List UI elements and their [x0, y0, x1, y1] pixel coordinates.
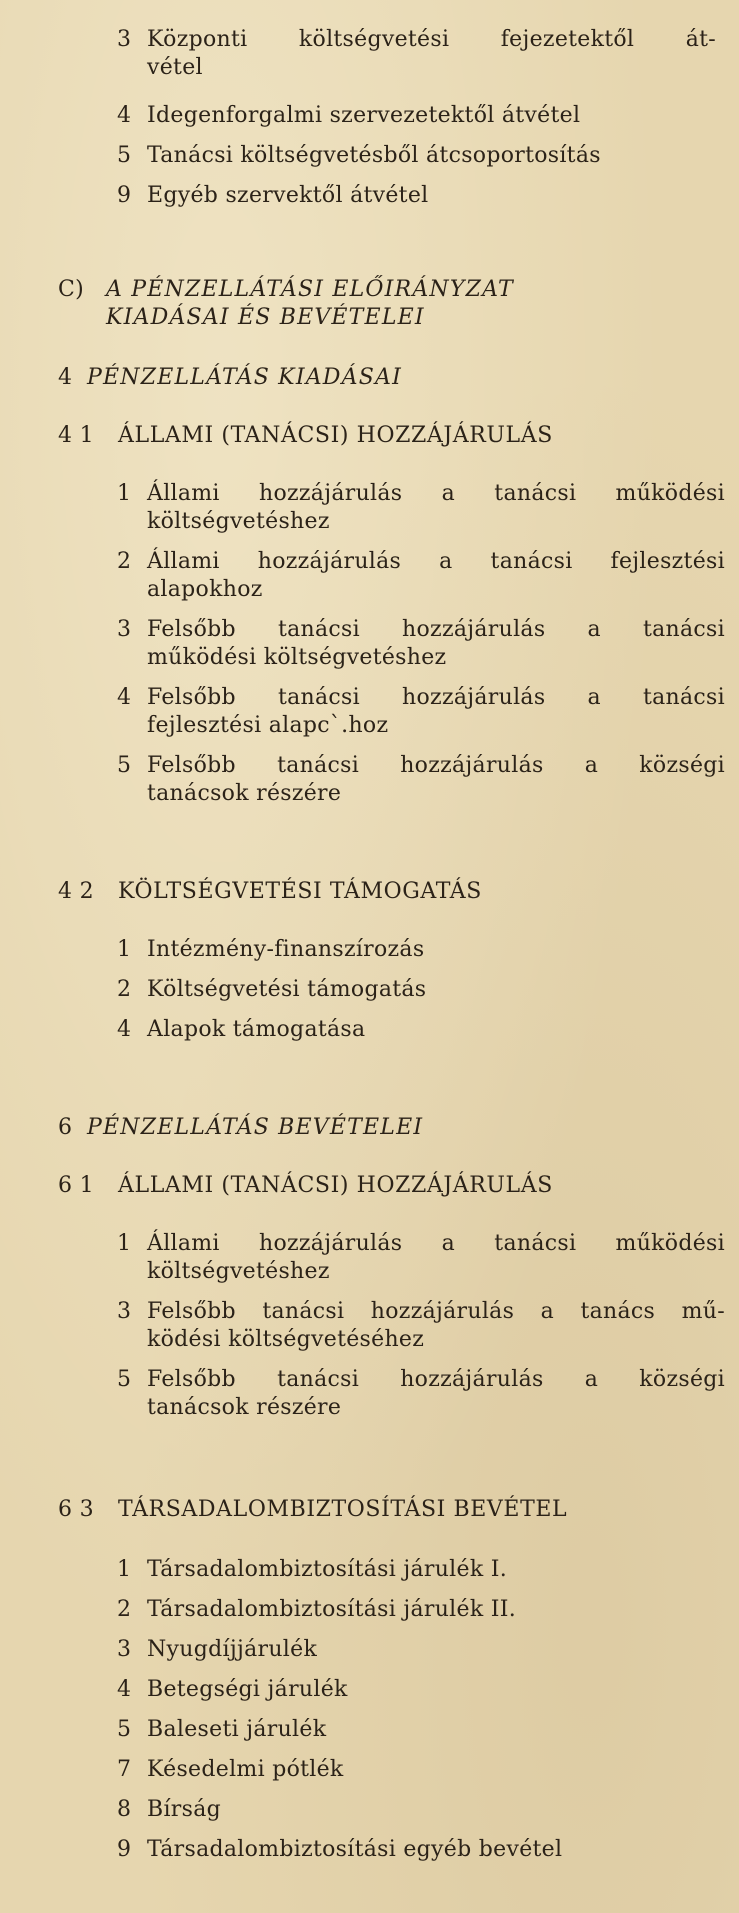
document-page: 3 Központi költségvetési fejezetektől át- vétel 4 Idegenforgalmi szervezetektől átvétel 5 Tanácsi költségvetésből átcsoportosítás 9 Egyéb szervektől átvétel C) A PÉNZELLÁTÁSI ELŐIRÁNYZAT KIADÁSAI ÉS BEVÉTELEI 4 PÉNZELLÁTÁS KIADÁSAI 4 1 ÁLLAMI (TANÁCSI) HOZZÁJÁRULÁS 1 Állami hozzájárulás a tanácsi működési költségvetéshez 2 Állami hozzájárulás a tanácsi fejlesztési alapokhoz 3 Felsőbb tanácsi hozzájárulás a tanácsi működési költségvetéshez 4 Felsőbb tanácsi hozzájárulás a tanácsi fejlesztési alapc`.hoz 5 Felsőbb tanácsi hozzájárulás a községi tanácsok részére 4 2 KÖLTSÉGVETÉSI TÁMOGATÁS 1 Intézmény-finanszírozás 2 Költségvetési támogatás 4 Alapok támogatása 6 PÉNZELLÁTÁS BEVÉTELEI 6 1 ÁLLAMI (TANÁCSI) HOZZÁJÁRULÁS 1 Állami hozzájárulás a tanácsi működési költségvetéshez 3 Felsőbb tanácsi hozzájárulás a tanács mű- ködési költségvetéséhez 5 Felsőbb tanácsi hozzájárulás a községi tanácsok részére 6 3 TÁRSADALOMBIZTOSÍTÁSI BEVÉTEL 1 Társadalombiztosítási járulék I. 2 Társadalombiztosítási járulék II. 3 Nyugdíjjárulék 4 Betegségi járulék 5 Baleseti járulék 7 Késedelmi pótlék 8 Bírság 9 Társadalombiztosítási egyéb bevétel: [0, 0, 739, 1913]
